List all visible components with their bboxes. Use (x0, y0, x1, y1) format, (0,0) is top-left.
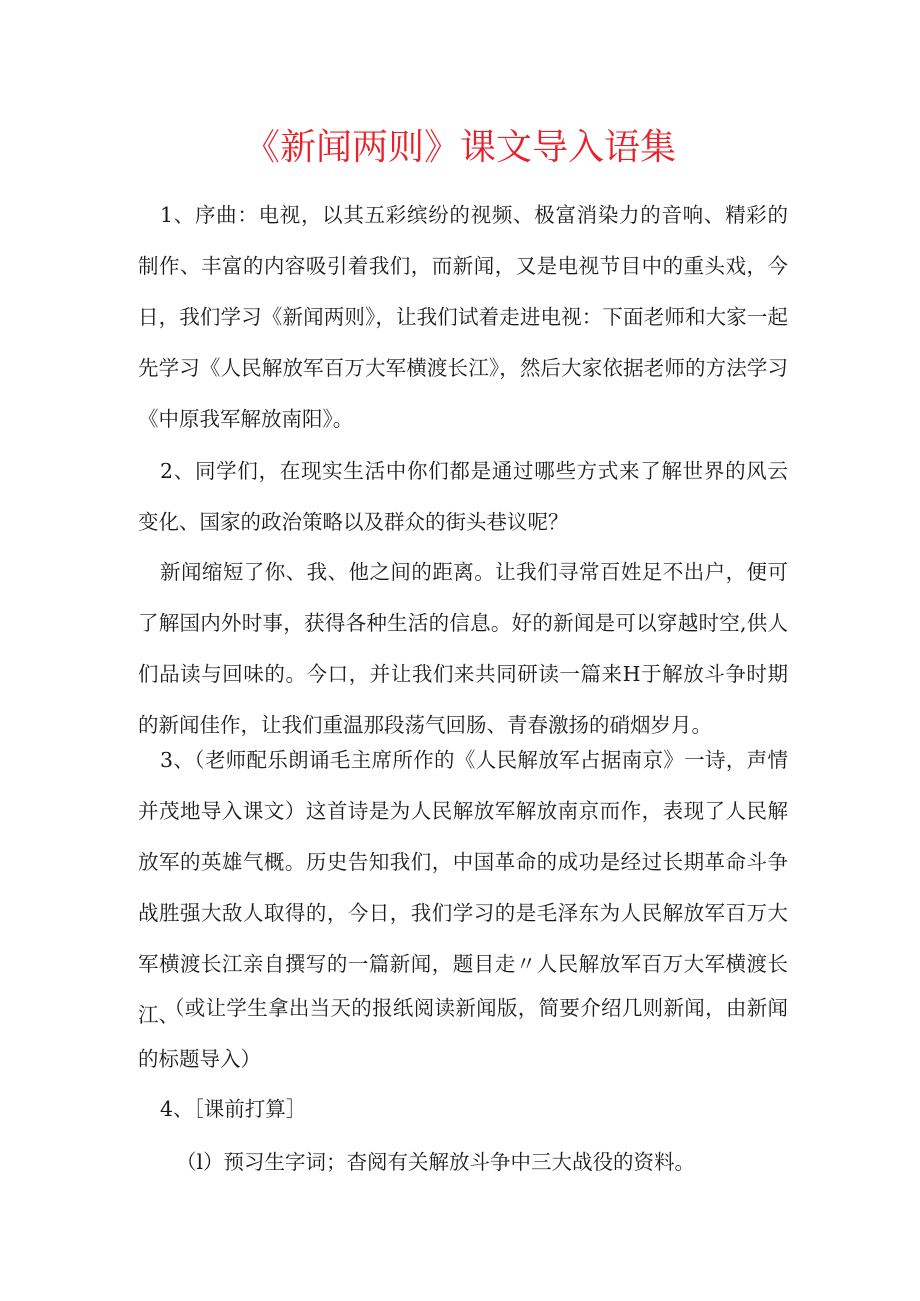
paragraph-2: 2、同学们，在现实生活中你们都是通过哪些方式来了解世界的风云变化、国家的政治策略以及群众的街头巷议呢？ (138, 459, 788, 534)
paragraph-1: 1、序曲：电视，以其五彩缤纷的视频、极富消染力的音响、精彩的制作、丰富的内容吸引着我们，而新闻，又是电视节目中的重头戏，今日，我们学习《新闻两则》，让我们试着走进电视：下面老师和大家一起先学习《人民解放军百万大军横渡长江》，然后大家依据老师的方法学习《中原我军解放南阳》。 (138, 203, 788, 431)
paragraph-4: 3、（老师配乐朗诵毛主席所作的《人民解放军占据南京》一诗，声情并茂地导入课文）这首诗是为人民解放军解放南京而作，表现了人民解放军的英雄气概。历史告知我们，中国革命的成功是经过长期革命斗争战胜强大敌人取得的，今日，我们学习的是毛泽东为人民解放军百万大军横渡长江亲自撰写的一篇新闻，题目走〃人民解放军百万大军横渡长江、 (138, 748, 788, 1027)
paragraph-5: （或让学生拿出当天的报纸阅读新闻版，简要介绍几则新闻，由新闻的标题导入） (138, 996, 788, 1071)
paragraph-7: （l）预习生字词；杳阅有关解放斗争中三大战役的资料。 (176, 1150, 696, 1174)
paragraph-6: 4、［课前打算］ (160, 1097, 307, 1121)
paragraph-3: 新闻缩短了你、我、他之间的距离。让我们寻常百姓足不出户，便可了解国内外时事，获得各种生活的信息。好的新闻是可以穿越时空,供人们品读与回味的。今口，并让我们来共同研读一篇来H于解放斗争时期的新闻佳作，让我们重温那段荡气回肠、青春激扬的硝烟岁月。 (138, 560, 788, 737)
document-title: 《新闻两则》课文导入语集 (243, 127, 676, 168)
